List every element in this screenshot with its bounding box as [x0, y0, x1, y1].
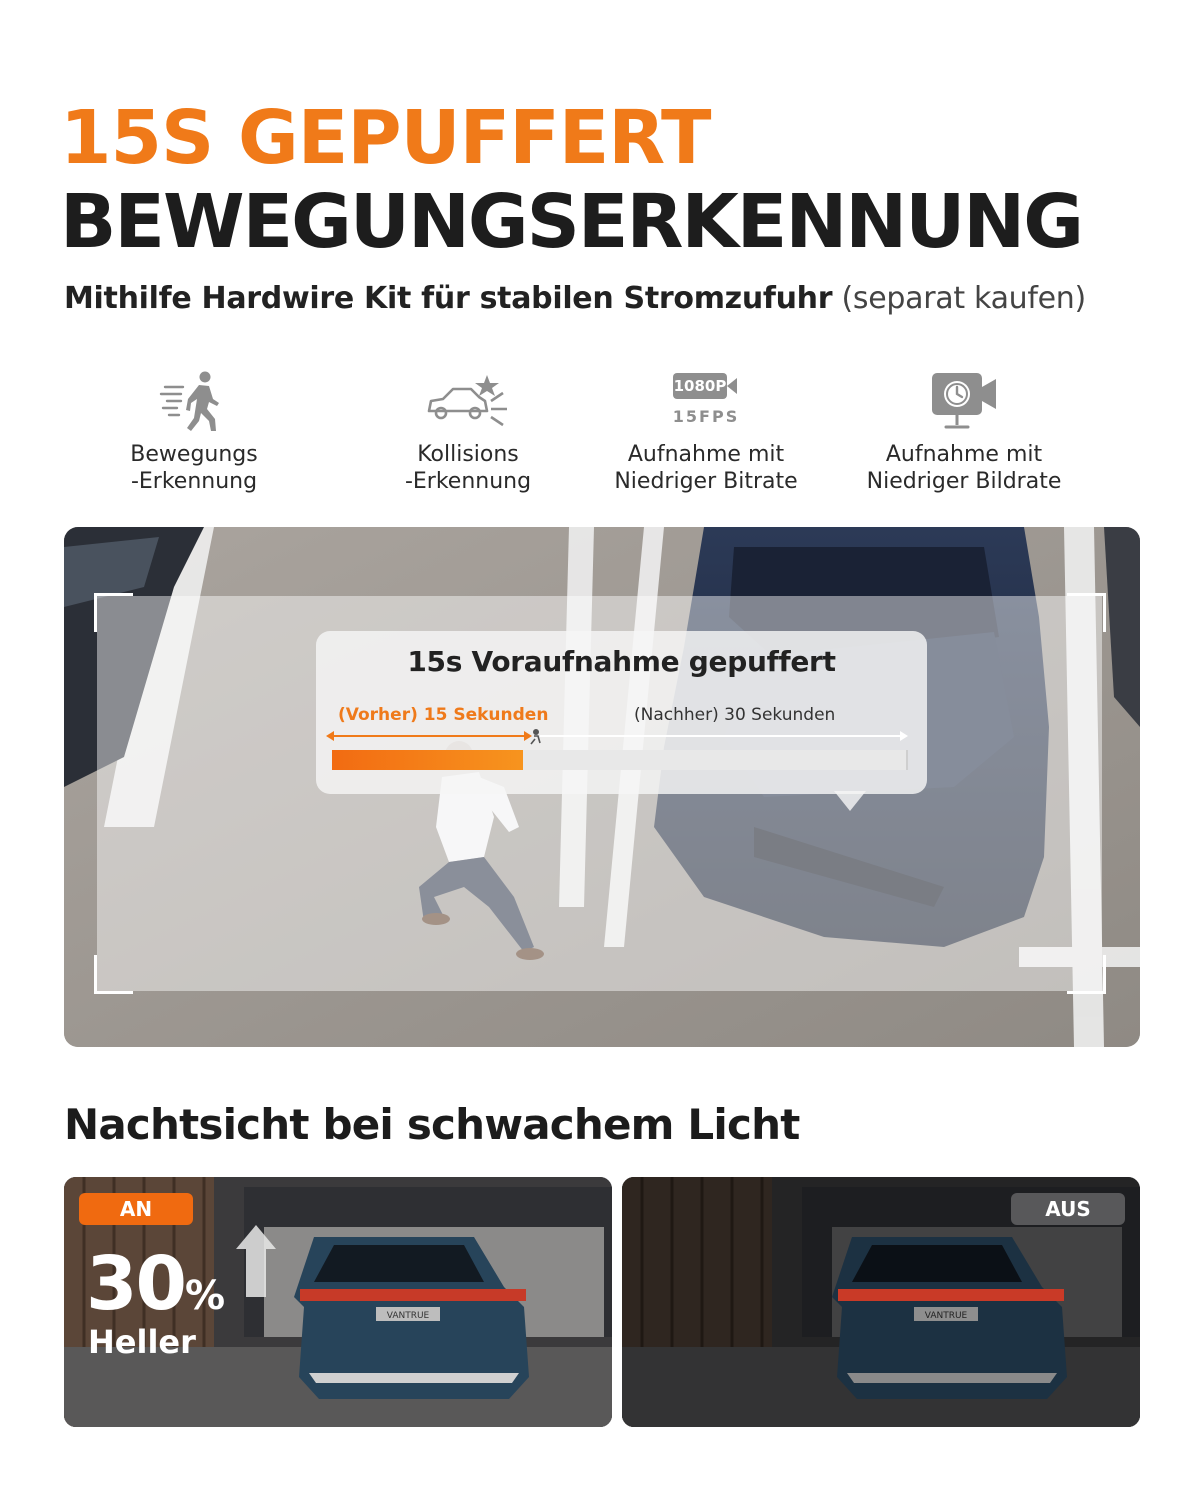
- pre-record-buffer-fill: [332, 750, 523, 770]
- night-vision-off-image: [622, 1177, 1140, 1427]
- night-vision-on-badge: AN: [79, 1193, 193, 1225]
- brighter-label: Heller: [88, 1323, 196, 1361]
- feature-low-framerate: [844, 365, 1084, 495]
- subtitle: [64, 278, 1086, 320]
- night-vision-title: Nachtsicht bei schwachem Licht: [64, 1100, 800, 1149]
- night-vision-off-badge: AUS: [1011, 1193, 1125, 1225]
- license-plate-text: VANTRUE: [924, 1311, 968, 1321]
- headline-buffered: 15S GEPUFFERT: [60, 95, 711, 181]
- buffer-card-title: 15s Voraufnahme gepuffert: [407, 645, 836, 678]
- feature-low-bitrate: [586, 365, 826, 495]
- license-plate-text: VANTRUE: [386, 1311, 430, 1321]
- frame-corner-top-right: [1067, 593, 1106, 632]
- feature-motion-detection: [74, 365, 314, 495]
- timelapse-camera-icon: [844, 365, 1084, 437]
- feature-label: Aufnahme mit Niedriger Bitrate: [614, 442, 798, 494]
- frame-corner-top-left: [94, 593, 133, 632]
- car-collision-icon: [348, 365, 588, 437]
- frame-corner-bottom-right: [1067, 955, 1106, 994]
- feature-label: Kollisions -Erkennung: [404, 442, 532, 494]
- frame-corner-bottom-left: [94, 955, 133, 994]
- subtitle-note: (separat kaufen): [841, 281, 1086, 316]
- after-duration-label: (Nachher) 30 Sekunden: [634, 705, 836, 725]
- brightness-percent: 30%: [86, 1241, 226, 1327]
- headline-motion-detection: BEWEGUNGSERKENNUNG: [60, 179, 1082, 265]
- card-pointer: [834, 791, 866, 811]
- video-1080p-15fps-icon: 1080P 15FPS: [586, 365, 826, 437]
- before-duration-label: (Vorher) 15 Sekunden: [338, 705, 549, 725]
- timeline-track: [332, 750, 908, 770]
- subtitle-main: Mithilfe Hardwire Kit für stabilen Stromzufuhr: [64, 281, 833, 316]
- feature-label: Bewegungs -Erkennung: [130, 442, 258, 494]
- timeline-arrows: [326, 727, 916, 745]
- night-vision-on-image: [64, 1177, 612, 1427]
- feature-label: Aufnahme mit Niedriger Bildrate: [866, 442, 1062, 494]
- parking-scene-image: [64, 527, 1140, 1047]
- walking-person-icon: [74, 365, 314, 437]
- buffer-info-card: [316, 631, 927, 794]
- feature-collision-detection: [348, 365, 588, 495]
